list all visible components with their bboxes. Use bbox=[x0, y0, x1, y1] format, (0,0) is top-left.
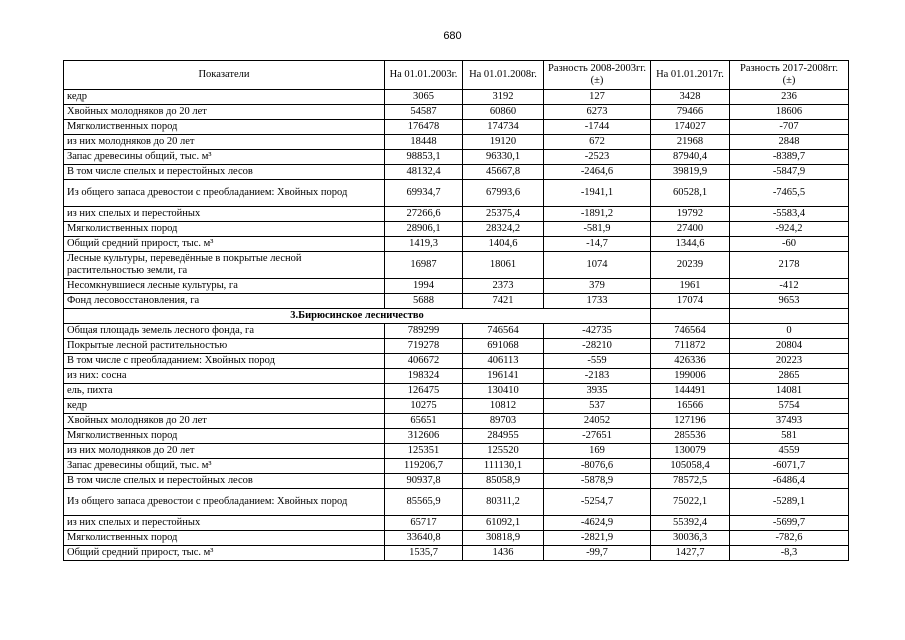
cell-diff-2017-2008: 5754 bbox=[730, 399, 849, 414]
cell-diff-2008-2003: 6273 bbox=[544, 105, 651, 120]
table-row bbox=[64, 444, 849, 459]
empty-cell bbox=[730, 309, 849, 324]
cell-value-2008: 7421 bbox=[463, 294, 544, 309]
cell-diff-2017-2008: -6071,7 bbox=[730, 459, 849, 474]
cell-diff-2008-2003: -8076,6 bbox=[544, 459, 651, 474]
cell-diff-2008-2003: -99,7 bbox=[544, 546, 651, 561]
cell-value-2017: 711872 bbox=[651, 339, 730, 354]
table-row bbox=[64, 429, 849, 444]
cell-diff-2017-2008: -6486,4 bbox=[730, 474, 849, 489]
cell-value-2008: 89703 bbox=[463, 414, 544, 429]
cell-value-2008: 130410 bbox=[463, 384, 544, 399]
cell-diff-2017-2008: -707 bbox=[730, 120, 849, 135]
cell-value-2003: 3065 bbox=[385, 90, 463, 105]
cell-value-2008: 10812 bbox=[463, 399, 544, 414]
cell-value-2003: 48132,4 bbox=[385, 165, 463, 180]
cell-value-2017: 27400 bbox=[651, 222, 730, 237]
cell-value-2017: 285536 bbox=[651, 429, 730, 444]
cell-diff-2008-2003: -2821,9 bbox=[544, 531, 651, 546]
table-header-row bbox=[64, 61, 849, 90]
cell-value-2003: 54587 bbox=[385, 105, 463, 120]
cell-diff-2017-2008: 18606 bbox=[730, 105, 849, 120]
cell-value-2008: 111130,1 bbox=[463, 459, 544, 474]
cell-value-2003: 65651 bbox=[385, 414, 463, 429]
cell-diff-2017-2008: 581 bbox=[730, 429, 849, 444]
cell-value-2008: 691068 bbox=[463, 339, 544, 354]
cell-value-2017: 55392,4 bbox=[651, 516, 730, 531]
empty-cell bbox=[651, 309, 730, 324]
cell-indicator: Несомкнувшиеся лесные культуры, га bbox=[64, 279, 385, 294]
header-2008: На 01.01.2008г. bbox=[463, 61, 544, 90]
cell-diff-2008-2003: -28210 bbox=[544, 339, 651, 354]
cell-value-2008: 67993,6 bbox=[463, 180, 544, 207]
cell-diff-2017-2008: 2865 bbox=[730, 369, 849, 384]
cell-diff-2017-2008: 14081 bbox=[730, 384, 849, 399]
cell-value-2017: 1344,6 bbox=[651, 237, 730, 252]
cell-indicator: Общая площадь земель лесного фонда, га bbox=[64, 324, 385, 339]
section-title: 3.Бирюсинское лесничество bbox=[64, 309, 651, 324]
cell-indicator: В том числе спелых и перестойных лесов bbox=[64, 474, 385, 489]
table-row bbox=[64, 546, 849, 561]
cell-indicator: Запас древесины общий, тыс. м³ bbox=[64, 459, 385, 474]
cell-diff-2017-2008: 20223 bbox=[730, 354, 849, 369]
cell-diff-2008-2003: -2523 bbox=[544, 150, 651, 165]
cell-value-2003: 27266,6 bbox=[385, 207, 463, 222]
cell-value-2003: 98853,1 bbox=[385, 150, 463, 165]
cell-indicator: из них: сосна bbox=[64, 369, 385, 384]
cell-diff-2008-2003: -1941,1 bbox=[544, 180, 651, 207]
cell-value-2003: 28906,1 bbox=[385, 222, 463, 237]
cell-value-2017: 39819,9 bbox=[651, 165, 730, 180]
table-row bbox=[64, 165, 849, 180]
table-row bbox=[64, 414, 849, 429]
cell-indicator: Общий средний прирост, тыс. м³ bbox=[64, 237, 385, 252]
header-2003: На 01.01.2003г. bbox=[385, 61, 463, 90]
table-row bbox=[64, 531, 849, 546]
cell-indicator: В том числе с преобладанием: Хвойных пород bbox=[64, 354, 385, 369]
cell-value-2017: 17074 bbox=[651, 294, 730, 309]
table-row bbox=[64, 90, 849, 105]
cell-value-2008: 18061 bbox=[463, 252, 544, 279]
cell-indicator: Мягколиственных пород bbox=[64, 429, 385, 444]
cell-diff-2008-2003: -581,9 bbox=[544, 222, 651, 237]
cell-value-2008: 85058,9 bbox=[463, 474, 544, 489]
cell-diff-2008-2003: -4624,9 bbox=[544, 516, 651, 531]
cell-diff-2017-2008: -8,3 bbox=[730, 546, 849, 561]
cell-diff-2008-2003: 379 bbox=[544, 279, 651, 294]
cell-indicator: Мягколиственных пород bbox=[64, 531, 385, 546]
cell-value-2003: 16987 bbox=[385, 252, 463, 279]
cell-value-2008: 196141 bbox=[463, 369, 544, 384]
cell-indicator: Лесные культуры, переведённые в покрытые лесной растительностью земли, га bbox=[64, 252, 385, 279]
cell-diff-2008-2003: 24052 bbox=[544, 414, 651, 429]
cell-indicator: Фонд лесовосстановления, га bbox=[64, 294, 385, 309]
table-row bbox=[64, 474, 849, 489]
page-number: 680 bbox=[443, 30, 462, 42]
cell-indicator: ель, пихта bbox=[64, 384, 385, 399]
cell-value-2008: 1404,6 bbox=[463, 237, 544, 252]
cell-diff-2017-2008: -412 bbox=[730, 279, 849, 294]
cell-value-2008: 28324,2 bbox=[463, 222, 544, 237]
cell-diff-2017-2008: -5289,1 bbox=[730, 489, 849, 516]
cell-value-2017: 78572,5 bbox=[651, 474, 730, 489]
cell-diff-2008-2003: 127 bbox=[544, 90, 651, 105]
cell-value-2017: 1427,7 bbox=[651, 546, 730, 561]
cell-indicator: Общий средний прирост, тыс. м³ bbox=[64, 546, 385, 561]
cell-diff-2008-2003: -14,7 bbox=[544, 237, 651, 252]
cell-value-2003: 10275 bbox=[385, 399, 463, 414]
cell-value-2003: 406672 bbox=[385, 354, 463, 369]
cell-value-2003: 33640,8 bbox=[385, 531, 463, 546]
cell-indicator: Запас древесины общий, тыс. м³ bbox=[64, 150, 385, 165]
cell-indicator: Мягколиственных пород bbox=[64, 222, 385, 237]
cell-diff-2008-2003: -1891,2 bbox=[544, 207, 651, 222]
cell-indicator: Из общего запаса древостои с преобладанием: Хвойных пород bbox=[64, 489, 385, 516]
cell-value-2017: 79466 bbox=[651, 105, 730, 120]
cell-value-2017: 105058,4 bbox=[651, 459, 730, 474]
table-row bbox=[64, 207, 849, 222]
section-row bbox=[64, 309, 849, 324]
cell-value-2003: 312606 bbox=[385, 429, 463, 444]
cell-value-2017: 19792 bbox=[651, 207, 730, 222]
cell-value-2017: 426336 bbox=[651, 354, 730, 369]
cell-indicator: Из общего запаса древостои с преобладанием: Хвойных пород bbox=[64, 180, 385, 207]
table-row bbox=[64, 150, 849, 165]
cell-value-2003: 198324 bbox=[385, 369, 463, 384]
cell-diff-2017-2008: -5699,7 bbox=[730, 516, 849, 531]
cell-value-2008: 30818,9 bbox=[463, 531, 544, 546]
cell-value-2017: 127196 bbox=[651, 414, 730, 429]
table-row bbox=[64, 489, 849, 516]
cell-indicator: кедр bbox=[64, 399, 385, 414]
cell-diff-2008-2003: -2183 bbox=[544, 369, 651, 384]
cell-diff-2008-2003: -2464,6 bbox=[544, 165, 651, 180]
cell-value-2008: 60860 bbox=[463, 105, 544, 120]
cell-diff-2017-2008: 2848 bbox=[730, 135, 849, 150]
cell-value-2008: 96330,1 bbox=[463, 150, 544, 165]
table-row bbox=[64, 294, 849, 309]
cell-value-2008: 1436 bbox=[463, 546, 544, 561]
cell-value-2008: 406113 bbox=[463, 354, 544, 369]
cell-diff-2017-2008: -782,6 bbox=[730, 531, 849, 546]
cell-indicator: Мягколиственных пород bbox=[64, 120, 385, 135]
cell-indicator: из них молодняков до 20 лет bbox=[64, 135, 385, 150]
cell-value-2003: 5688 bbox=[385, 294, 463, 309]
cell-diff-2017-2008: -7465,5 bbox=[730, 180, 849, 207]
table-row bbox=[64, 237, 849, 252]
cell-value-2017: 174027 bbox=[651, 120, 730, 135]
cell-diff-2008-2003: -5878,9 bbox=[544, 474, 651, 489]
header-diff-2017-2008: Разность 2017-2008гг. (±) bbox=[730, 61, 849, 90]
cell-value-2017: 1961 bbox=[651, 279, 730, 294]
cell-value-2017: 20239 bbox=[651, 252, 730, 279]
cell-value-2017: 144491 bbox=[651, 384, 730, 399]
cell-value-2008: 3192 bbox=[463, 90, 544, 105]
table-row bbox=[64, 369, 849, 384]
cell-value-2003: 90937,8 bbox=[385, 474, 463, 489]
cell-diff-2017-2008: 37493 bbox=[730, 414, 849, 429]
cell-diff-2017-2008: -924,2 bbox=[730, 222, 849, 237]
cell-value-2017: 30036,3 bbox=[651, 531, 730, 546]
table-row bbox=[64, 459, 849, 474]
header-diff-2008-2003: Разность 2008-2003гг. (±) bbox=[544, 61, 651, 90]
cell-value-2017: 60528,1 bbox=[651, 180, 730, 207]
cell-value-2008: 25375,4 bbox=[463, 207, 544, 222]
cell-indicator: из них спелых и перестойных bbox=[64, 207, 385, 222]
table-row bbox=[64, 279, 849, 294]
cell-diff-2008-2003: 537 bbox=[544, 399, 651, 414]
cell-value-2008: 746564 bbox=[463, 324, 544, 339]
cell-value-2003: 1994 bbox=[385, 279, 463, 294]
cell-value-2003: 789299 bbox=[385, 324, 463, 339]
cell-diff-2008-2003: -1744 bbox=[544, 120, 651, 135]
cell-value-2003: 125351 bbox=[385, 444, 463, 459]
table-row bbox=[64, 120, 849, 135]
cell-value-2017: 75022,1 bbox=[651, 489, 730, 516]
cell-value-2003: 1535,7 bbox=[385, 546, 463, 561]
cell-diff-2017-2008: 20804 bbox=[730, 339, 849, 354]
cell-diff-2008-2003: 672 bbox=[544, 135, 651, 150]
cell-value-2008: 2373 bbox=[463, 279, 544, 294]
cell-value-2003: 176478 bbox=[385, 120, 463, 135]
cell-value-2003: 85565,9 bbox=[385, 489, 463, 516]
cell-value-2008: 19120 bbox=[463, 135, 544, 150]
table-row bbox=[64, 384, 849, 399]
cell-diff-2008-2003: -559 bbox=[544, 354, 651, 369]
cell-value-2008: 284955 bbox=[463, 429, 544, 444]
forest-fund-table bbox=[63, 60, 849, 561]
table-row bbox=[64, 222, 849, 237]
cell-indicator: Хвойных молодняков до 20 лет bbox=[64, 105, 385, 120]
cell-value-2017: 87940,4 bbox=[651, 150, 730, 165]
cell-value-2008: 80311,2 bbox=[463, 489, 544, 516]
table-row bbox=[64, 399, 849, 414]
table-row bbox=[64, 354, 849, 369]
table-row bbox=[64, 135, 849, 150]
cell-value-2003: 719278 bbox=[385, 339, 463, 354]
cell-indicator: из них молодняков до 20 лет bbox=[64, 444, 385, 459]
cell-value-2017: 21968 bbox=[651, 135, 730, 150]
cell-diff-2008-2003: -42735 bbox=[544, 324, 651, 339]
cell-indicator: кедр bbox=[64, 90, 385, 105]
cell-value-2017: 199006 bbox=[651, 369, 730, 384]
cell-value-2003: 69934,7 bbox=[385, 180, 463, 207]
cell-diff-2017-2008: 236 bbox=[730, 90, 849, 105]
cell-value-2017: 3428 bbox=[651, 90, 730, 105]
table-row bbox=[64, 516, 849, 531]
cell-diff-2008-2003: 1733 bbox=[544, 294, 651, 309]
cell-diff-2008-2003: 3935 bbox=[544, 384, 651, 399]
table-row bbox=[64, 180, 849, 207]
cell-value-2003: 65717 bbox=[385, 516, 463, 531]
cell-value-2003: 119206,7 bbox=[385, 459, 463, 474]
cell-diff-2017-2008: -60 bbox=[730, 237, 849, 252]
cell-value-2008: 174734 bbox=[463, 120, 544, 135]
cell-diff-2017-2008: -5583,4 bbox=[730, 207, 849, 222]
cell-value-2008: 45667,8 bbox=[463, 165, 544, 180]
cell-diff-2017-2008: -8389,7 bbox=[730, 150, 849, 165]
cell-diff-2017-2008: 9653 bbox=[730, 294, 849, 309]
table-row bbox=[64, 339, 849, 354]
cell-value-2003: 126475 bbox=[385, 384, 463, 399]
cell-diff-2017-2008: 2178 bbox=[730, 252, 849, 279]
cell-diff-2008-2003: 1074 bbox=[544, 252, 651, 279]
cell-value-2017: 16566 bbox=[651, 399, 730, 414]
cell-value-2003: 1419,3 bbox=[385, 237, 463, 252]
header-indicators: Показатели bbox=[64, 61, 385, 90]
cell-value-2017: 746564 bbox=[651, 324, 730, 339]
cell-diff-2008-2003: 169 bbox=[544, 444, 651, 459]
table-row bbox=[64, 252, 849, 279]
cell-value-2008: 125520 bbox=[463, 444, 544, 459]
cell-diff-2017-2008: 0 bbox=[730, 324, 849, 339]
cell-diff-2008-2003: -27651 bbox=[544, 429, 651, 444]
cell-value-2008: 61092,1 bbox=[463, 516, 544, 531]
header-2017: На 01.01.2017г. bbox=[651, 61, 730, 90]
cell-indicator: Хвойных молодняков до 20 лет bbox=[64, 414, 385, 429]
cell-diff-2017-2008: -5847,9 bbox=[730, 165, 849, 180]
cell-indicator: В том числе спелых и перестойных лесов bbox=[64, 165, 385, 180]
cell-indicator: из них спелых и перестойных bbox=[64, 516, 385, 531]
table-row bbox=[64, 324, 849, 339]
cell-diff-2008-2003: -5254,7 bbox=[544, 489, 651, 516]
cell-value-2003: 18448 bbox=[385, 135, 463, 150]
cell-diff-2017-2008: 4559 bbox=[730, 444, 849, 459]
table-row bbox=[64, 105, 849, 120]
cell-indicator: Покрытые лесной растительностью bbox=[64, 339, 385, 354]
cell-value-2017: 130079 bbox=[651, 444, 730, 459]
